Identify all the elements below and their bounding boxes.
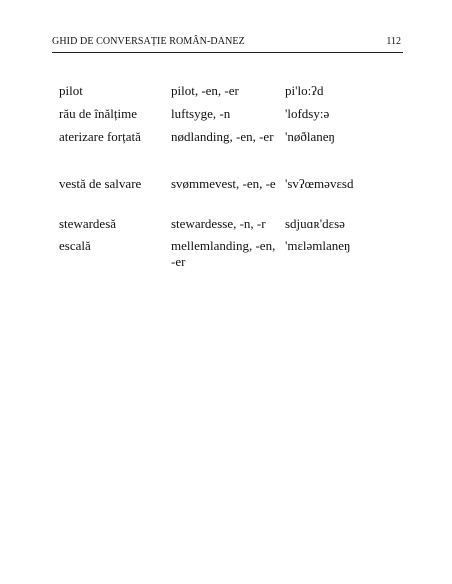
romanian-term: aterizare forțată	[59, 129, 141, 144]
romanian-term: escală	[59, 238, 91, 253]
danish-term: mellemlanding, -en, -er	[171, 238, 276, 269]
book-title: GHID DE CONVERSAȚIE ROMÂN-DANEZ	[52, 36, 245, 47]
pronunciation: pi'lo:ʔd	[285, 83, 324, 98]
vocab-row	[59, 238, 399, 278]
pronunciation: 'svʔœməvɛsd	[285, 176, 354, 191]
vocabulary-table	[59, 83, 399, 278]
romanian-term: pilot	[59, 83, 83, 98]
danish-term: luftsyge, -n	[171, 106, 231, 121]
danish-term: pilot, -en, -er	[171, 83, 239, 98]
vocab-row	[59, 176, 399, 216]
vocab-row	[59, 216, 399, 238]
pronunciation: 'lofdsy:ə	[285, 106, 330, 121]
vocab-row	[59, 83, 399, 106]
romanian-term: stewardesă	[59, 216, 117, 231]
romanian-term: rău de înălțime	[59, 106, 137, 121]
pronunciation: 'nøðlaneŋ	[285, 129, 335, 144]
pronunciation: 'mɛləmlaneŋ	[285, 238, 351, 253]
vocab-row	[59, 106, 399, 129]
pronunciation: sdjuɑʀ'dɛsə	[285, 216, 345, 231]
page-number: 112	[386, 36, 401, 47]
romanian-term: vestă de salvare	[59, 176, 142, 191]
page-header	[52, 36, 403, 53]
danish-term: svømmevest, -en, -e	[171, 176, 276, 191]
vocab-row	[59, 129, 399, 176]
danish-term: stewardesse, -n, -r	[171, 216, 266, 231]
danish-term: nødlanding, -en, -er	[171, 129, 274, 144]
